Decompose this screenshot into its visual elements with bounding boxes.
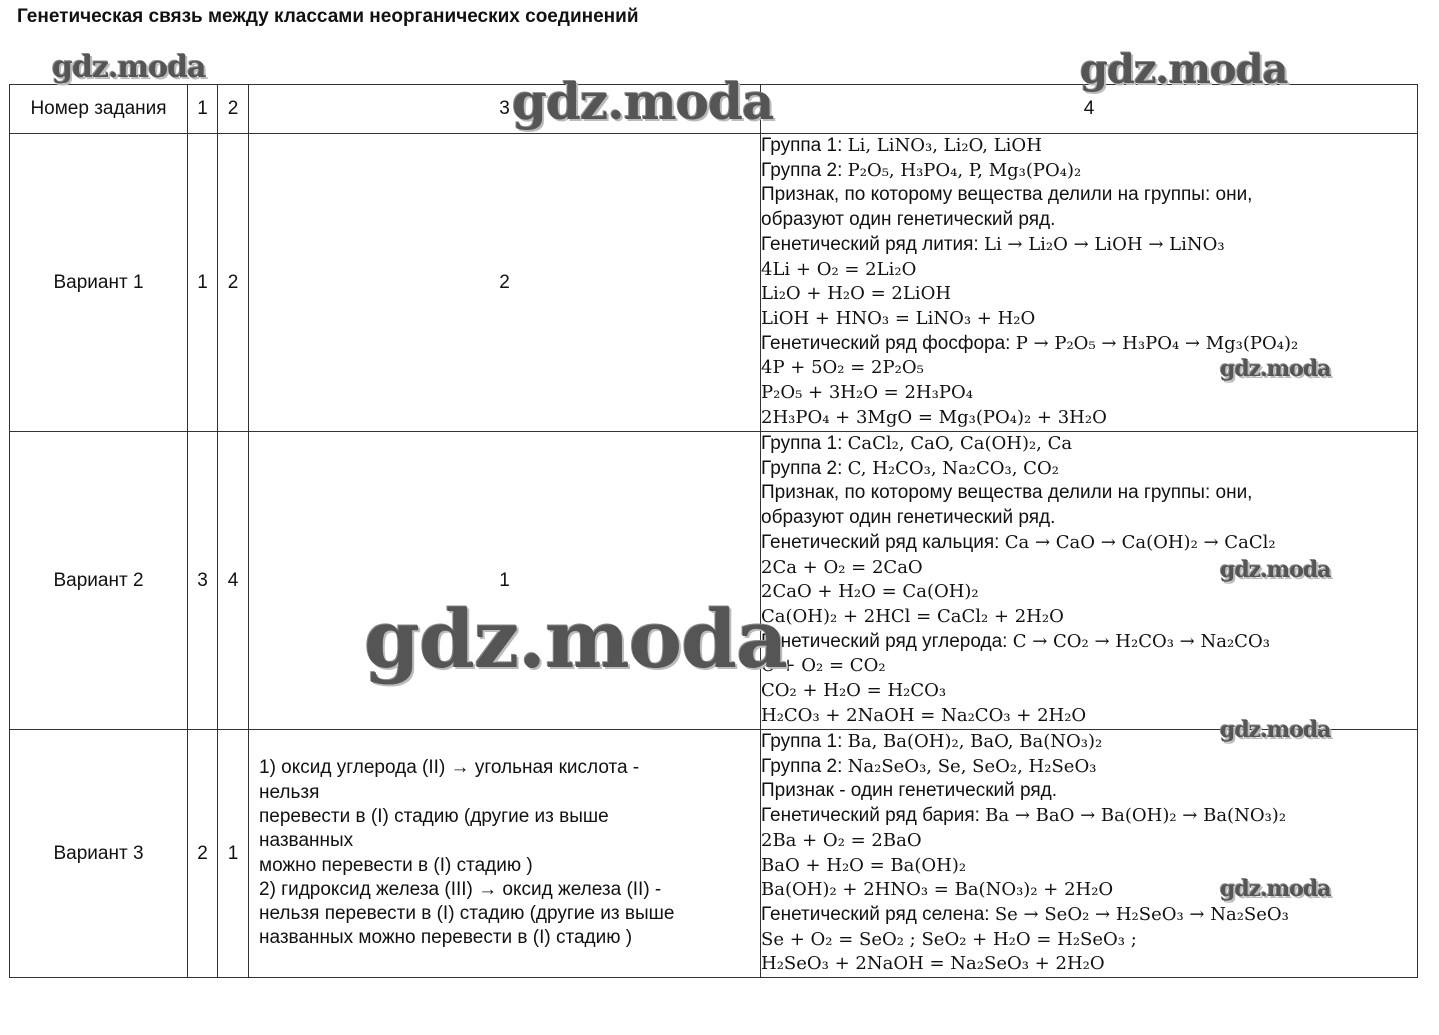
equation: 4P + 5O₂ = 2P₂O₅ [761,357,924,379]
watermark: gdz.moda [364,592,787,686]
group-1-line [761,432,1417,457]
answer-3: 2 [249,134,761,432]
watermark: gdz.moda [1220,557,1331,583]
equation: Ba(OH)₂ + 2HNO₃ = Ba(NO₃)₂ + 2H₂O [761,879,1114,901]
group-2-line [761,755,1417,780]
answer-3-line: перевести в (I) стадию (другие из выше [259,805,609,827]
answer-3-line: нельзя перевести в (I) стадию (другие из выше [259,903,675,925]
variant-label: Вариант 1 [10,134,188,432]
equation: Ca(OH)₂ + 2HCl = CaCl₂ + 2H₂O [761,605,1064,627]
answer-1: 3 [188,432,218,730]
group-1-line [761,134,1417,159]
line-label: Группа 1: [761,135,848,156]
criterion-line-2: образуют один генетический ряд. [761,507,1056,529]
answer-3-line: названных [259,830,354,852]
line-label: Генетический ряд фосфора: [761,332,1016,354]
page-title: Генетическая связь между классами неорганических соединений [17,6,639,27]
answer-4 [761,134,1418,432]
header-col-1: 1 [188,85,218,134]
criterion-line: Признак - один генетический ряд. [761,780,1058,802]
watermark: gdz.moda [1220,717,1331,743]
formula: Li → Li₂O → LiOH → LiNO₃ [983,233,1225,255]
equation: Li₂O + H₂O = 2LiOH [761,283,952,305]
line-label: Группа 2: [761,159,848,181]
group-2-line [761,457,1417,482]
formula: Ba, Ba(OH)₂, BaO, Ba(NO₃)₂ [847,731,1103,752]
line-label: Генетический ряд бария: [761,805,986,827]
formula: C, H₂CO₃, Na₂CO₃, CO₂ [847,457,1059,479]
equation: 2Ca + O₂ = 2CaO [761,556,923,578]
table-row [10,432,1418,730]
answer-3-line: можно перевести в (I) стадию ) [259,854,533,876]
formula: Li, LiNO₃, Li₂O, LiOH [847,135,1042,156]
header-task: Номер задания [10,85,188,134]
line-label: Генетический ряд селена: [761,903,995,925]
answer-1: 2 [188,730,218,978]
answers-table [9,84,1418,978]
formula: P → P₂O₅ → H₃PO₄ → Mg₃(PO₄)₂ [1015,332,1299,354]
equation: P₂O₅ + 3H₂O = 2H₃PO₄ [761,382,973,404]
answer-3-line: названных можно перевести в (I) стадию ) [259,927,633,949]
formula: Na₂SeO₃, Se, SeO₂, H₂SeO₃ [847,755,1097,777]
series-line [761,531,1417,556]
variant-label: Вариант 2 [10,432,188,730]
table-row [10,134,1418,432]
header-row [10,85,1418,134]
answer-2: 4 [218,432,249,730]
watermark: gdz.moda [1220,876,1331,902]
header-col-2: 2 [218,85,249,134]
formula: Ca → CaO → Ca(OH)₂ → CaCl₂ [1004,531,1276,553]
formula: CaCl₂, CaO, Ca(OH)₂, Ca [847,433,1073,454]
formula: C → CO₂ → H₂CO₃ → Na₂CO₃ [1012,630,1270,652]
answer-2: 1 [218,730,249,978]
equation: LiOH + HNO₃ = LiNO₃ + H₂O [761,307,1036,329]
answer-3 [249,730,761,978]
equation: 4Li + O₂ = 2Li₂O [761,258,917,280]
equation: CO₂ + H₂O = H₂CO₃ [761,680,947,702]
table-row [10,730,1418,978]
watermark: gdz.moda [1220,356,1331,382]
header-col-3: 3 [249,85,761,134]
equation: 2Ba + O₂ = 2BaO [761,829,922,851]
answer-3-line: нельзя [259,781,320,803]
equation: C + O₂ = CO₂ [761,655,886,677]
answer-4 [761,730,1418,978]
series-line [761,332,1417,357]
variant-label: Вариант 3 [10,730,188,978]
line-label: Группа 1: [761,731,848,752]
answer-2: 2 [218,134,249,432]
formula: Se → SeO₂ → H₂SeO₃ → Na₂SeO₃ [994,903,1289,925]
line-label: Генетический ряд кальция: [761,531,1005,553]
answer-3: 1 [249,432,761,730]
series-line [761,233,1417,258]
header-col-4: 4 [761,85,1418,134]
answer-4 [761,432,1418,730]
equation: Se + O₂ = SeO₂ ; SeO₂ + H₂O = H₂SeO₃ ; [761,928,1137,950]
criterion-line-2: образуют один генетический ряд. [761,209,1056,231]
line-label: Группа 2: [761,755,848,777]
watermark: gdz.moda [52,50,206,85]
line-label: Группа 1: [761,433,848,454]
formula: Ba → BaO → Ba(OH)₂ → Ba(NO₃)₂ [985,805,1287,827]
equation: 2CaO + H₂O = Ca(OH)₂ [761,581,979,603]
equation: BaO + H₂O = Ba(OH)₂ [761,854,967,876]
formula: P₂O₅, H₃PO₄, P, Mg₃(PO₄)₂ [847,159,1082,181]
group-2-line [761,159,1417,184]
equation: H₂SeO₃ + 2NaOH = Na₂SeO₃ + 2H₂O [761,953,1105,975]
criterion-line: Признак, по которому вещества делили на группы: они, [761,482,1253,504]
equation: H₂CO₃ + 2NaOH = Na₂CO₃ + 2H₂O [761,704,1087,726]
group-1-line [761,730,1417,755]
series-line [761,903,1417,928]
answer-3-line: 2) гидроксид железа (III) → оксид железа (II) - [259,878,662,900]
line-label: Генетический ряд лития: [761,233,984,255]
line-label: Генетический ряд углерода: [761,630,1013,652]
series-line [761,630,1417,655]
watermark: gdz.moda [512,72,774,131]
watermark: gdz.moda [1080,46,1288,93]
criterion-line: Признак, по которому вещества делили на группы: они, [761,184,1253,206]
series-line [761,804,1417,829]
answer-3-line: 1) оксид углерода (II) → угольная кислота - [259,757,640,779]
answer-1: 1 [188,134,218,432]
line-label: Группа 2: [761,457,848,479]
equation: 2H₃PO₄ + 3MgO = Mg₃(PO₄)₂ + 3H₂O [761,406,1107,428]
